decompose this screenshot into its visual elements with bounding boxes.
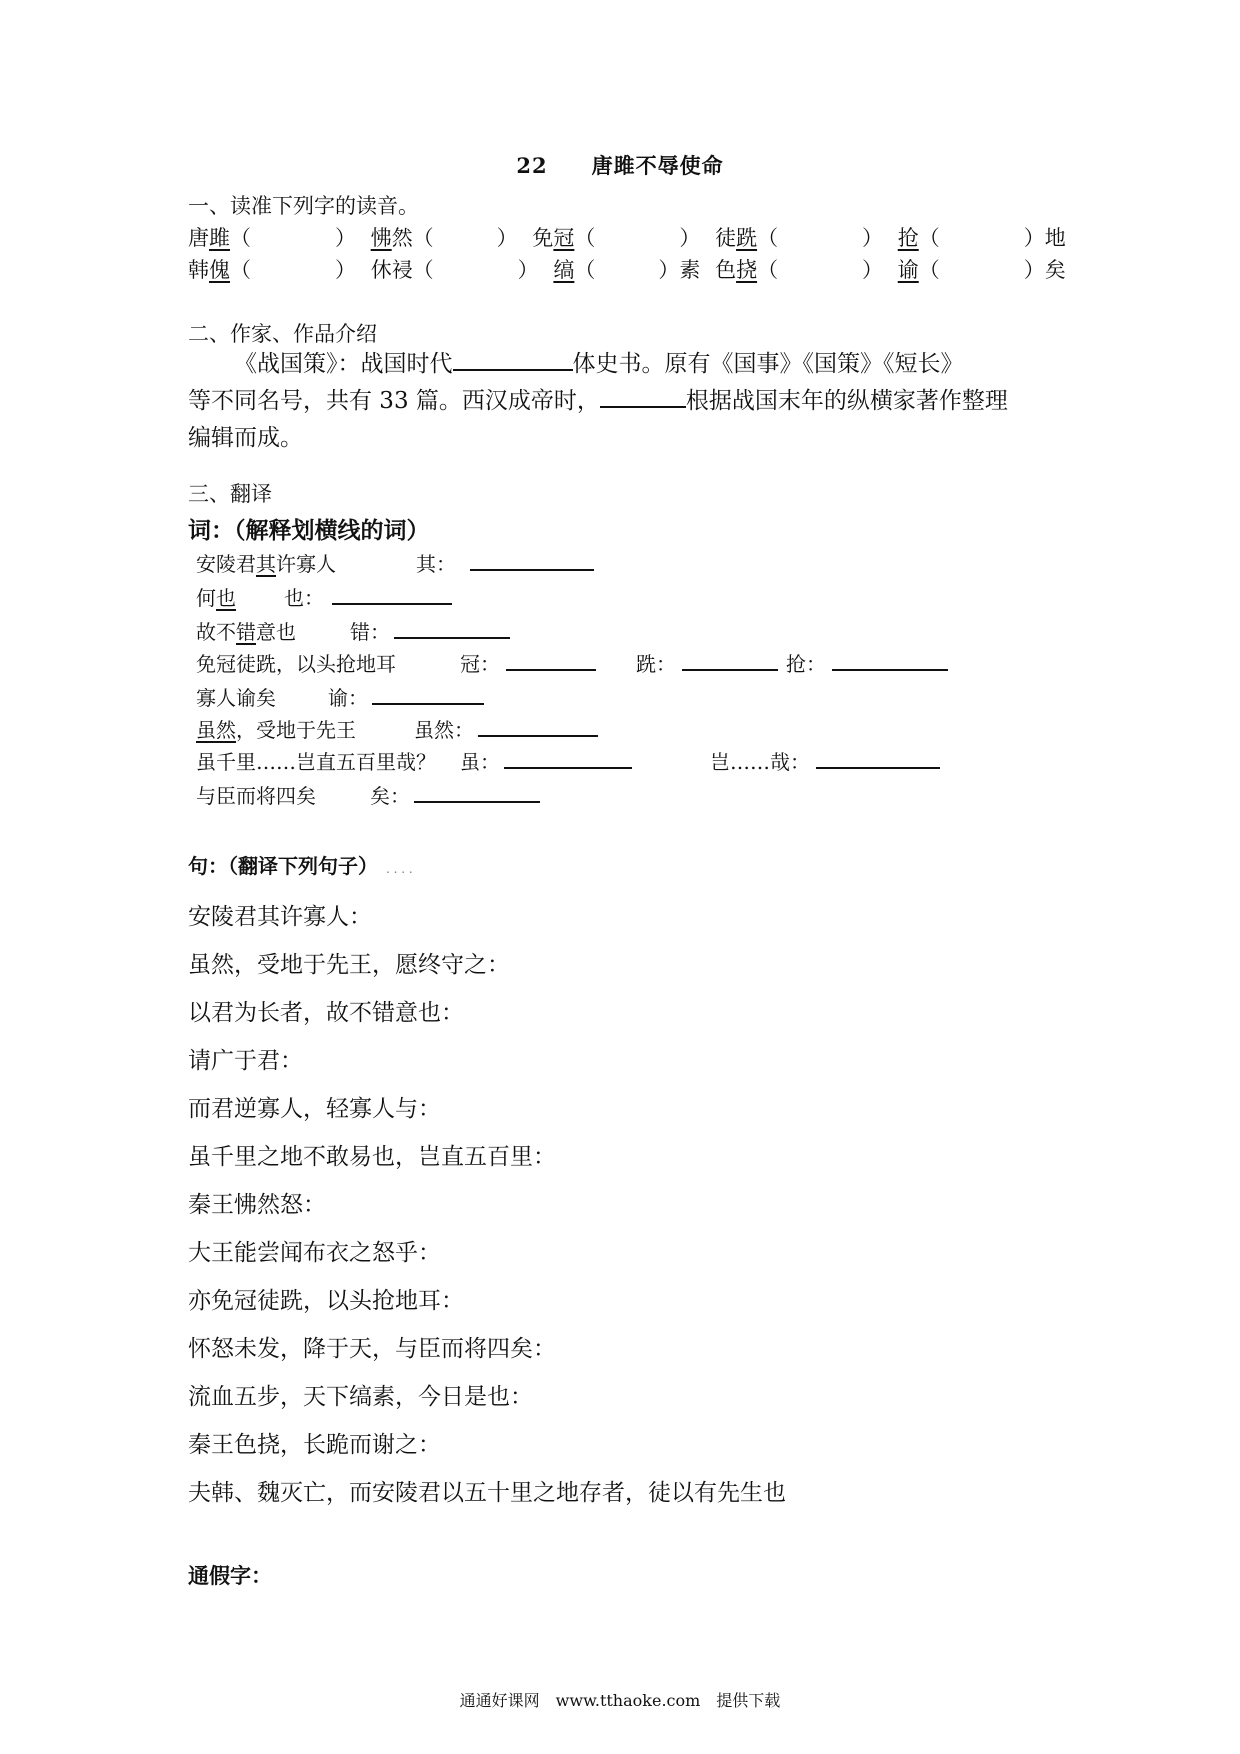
pron-item: 色挠（ ） bbox=[715, 258, 884, 282]
word-row: 安陵君其许寡人 bbox=[196, 552, 336, 576]
word-row: 故不错意也 bbox=[196, 620, 296, 644]
sentence: 亦免冠徒跣，以头抢地耳： bbox=[188, 1288, 464, 1314]
pron-item: 缟（ ）素 bbox=[553, 258, 701, 282]
fill-blank[interactable] bbox=[506, 651, 596, 671]
words-heading: 词：（解释划横线的词） bbox=[188, 517, 430, 544]
word-row: 虽千里……岂直五百里哉？ bbox=[196, 750, 436, 774]
section3-heading: 三、翻译 bbox=[188, 482, 272, 506]
pron-item: 怫然（ ） bbox=[370, 226, 518, 250]
sentence: 虽千里之地不敢易也，岂直五百里： bbox=[188, 1144, 556, 1170]
fill-blank[interactable] bbox=[600, 388, 686, 408]
section2-heading: 二、作家、作品介绍 bbox=[188, 322, 377, 346]
author-intro-line-3: 编辑而成。 bbox=[188, 425, 303, 451]
sentences-heading: 句：（翻译下列句子） . . . . bbox=[188, 854, 413, 878]
word-row: 免冠徒跣，以头抢地耳 bbox=[196, 652, 396, 676]
sentence: 请广于君： bbox=[188, 1048, 303, 1074]
page-footer: 通通好课网 www.tthaoke.com 提供下载 bbox=[459, 1691, 781, 1710]
fill-blank[interactable] bbox=[470, 551, 594, 571]
word-answer: 虽然： bbox=[414, 714, 598, 743]
word-answer: 也： bbox=[284, 582, 452, 611]
word-answer: 跣： bbox=[636, 648, 778, 677]
author-intro-paragraph: 《战国策》：战国时代 体史书。原有《国事》《国策》《短长》 bbox=[234, 351, 964, 377]
pron-item: 徒跣（ ） bbox=[715, 226, 884, 250]
word-answer: 抢： bbox=[786, 648, 948, 677]
section1-heading: 一、读准下列字的读音。 bbox=[188, 194, 419, 218]
pronunciation-row-1 bbox=[188, 222, 1066, 252]
word-answer: 其： bbox=[416, 548, 594, 577]
author-intro-line-2: 等不同名号，共有 33 篇。西汉成帝时， 根据战国末年的纵横家著作整理 bbox=[188, 388, 1008, 414]
word-answer: 矣： bbox=[370, 780, 540, 809]
page-title: 22 唐雎不辱使命 bbox=[516, 153, 724, 178]
sentence: 流血五步，天下缟素，今日是也： bbox=[188, 1384, 533, 1410]
sentence: 怀怒未发，降于天，与臣而将四矣： bbox=[188, 1336, 556, 1362]
pron-item: 抢（ ）地 bbox=[897, 226, 1066, 250]
sentence: 秦王色挠，长跪而谢之： bbox=[188, 1432, 441, 1458]
pron-item: 谕（ ）矣 bbox=[897, 258, 1066, 282]
fill-blank[interactable] bbox=[504, 749, 632, 769]
word-row: 何也 bbox=[196, 586, 236, 610]
fill-blank[interactable] bbox=[832, 651, 948, 671]
fill-blank[interactable] bbox=[816, 749, 940, 769]
word-answer: 错： bbox=[350, 616, 510, 645]
fill-blank[interactable] bbox=[414, 783, 540, 803]
pronunciation-row-2 bbox=[188, 254, 1066, 284]
fill-blank[interactable] bbox=[394, 619, 510, 639]
word-answer: 冠： bbox=[460, 648, 596, 677]
sentence: 大王能尝闻布衣之怒乎： bbox=[188, 1240, 441, 1266]
sentence: 虽然，受地于先王，愿终守之： bbox=[188, 952, 510, 978]
fill-blank[interactable] bbox=[478, 717, 598, 737]
tongjia-heading: 通假字： bbox=[188, 1563, 272, 1588]
sentence: 安陵君其许寡人： bbox=[188, 904, 372, 930]
fill-blank[interactable] bbox=[453, 351, 573, 371]
sentence: 夫韩、魏灭亡，而安陵君以五十里之地存者，徒以有先生也 bbox=[188, 1480, 786, 1506]
word-row: 寡人谕矣 bbox=[196, 686, 276, 710]
word-answer: 虽： bbox=[460, 746, 632, 775]
word-row: 与臣而将四矣 bbox=[196, 784, 316, 808]
word-answer: 岂……哉： bbox=[710, 746, 940, 775]
sentence: 以君为长者，故不错意也： bbox=[188, 1000, 464, 1026]
pron-item: 韩傀（ ） bbox=[188, 258, 356, 282]
sentence: 而君逆寡人，轻寡人与： bbox=[188, 1096, 441, 1122]
fill-blank[interactable] bbox=[332, 585, 452, 605]
pron-item: 唐雎（ ） bbox=[188, 226, 356, 250]
sentence: 秦王怫然怒： bbox=[188, 1192, 326, 1218]
word-answer: 谕： bbox=[328, 682, 484, 711]
fill-blank[interactable] bbox=[372, 685, 484, 705]
fill-blank[interactable] bbox=[682, 651, 778, 671]
pron-item: 休祲（ ） bbox=[370, 258, 539, 282]
pron-item: 免冠（ ） bbox=[532, 226, 701, 250]
word-row: 虽然，受地于先王 bbox=[196, 718, 356, 742]
